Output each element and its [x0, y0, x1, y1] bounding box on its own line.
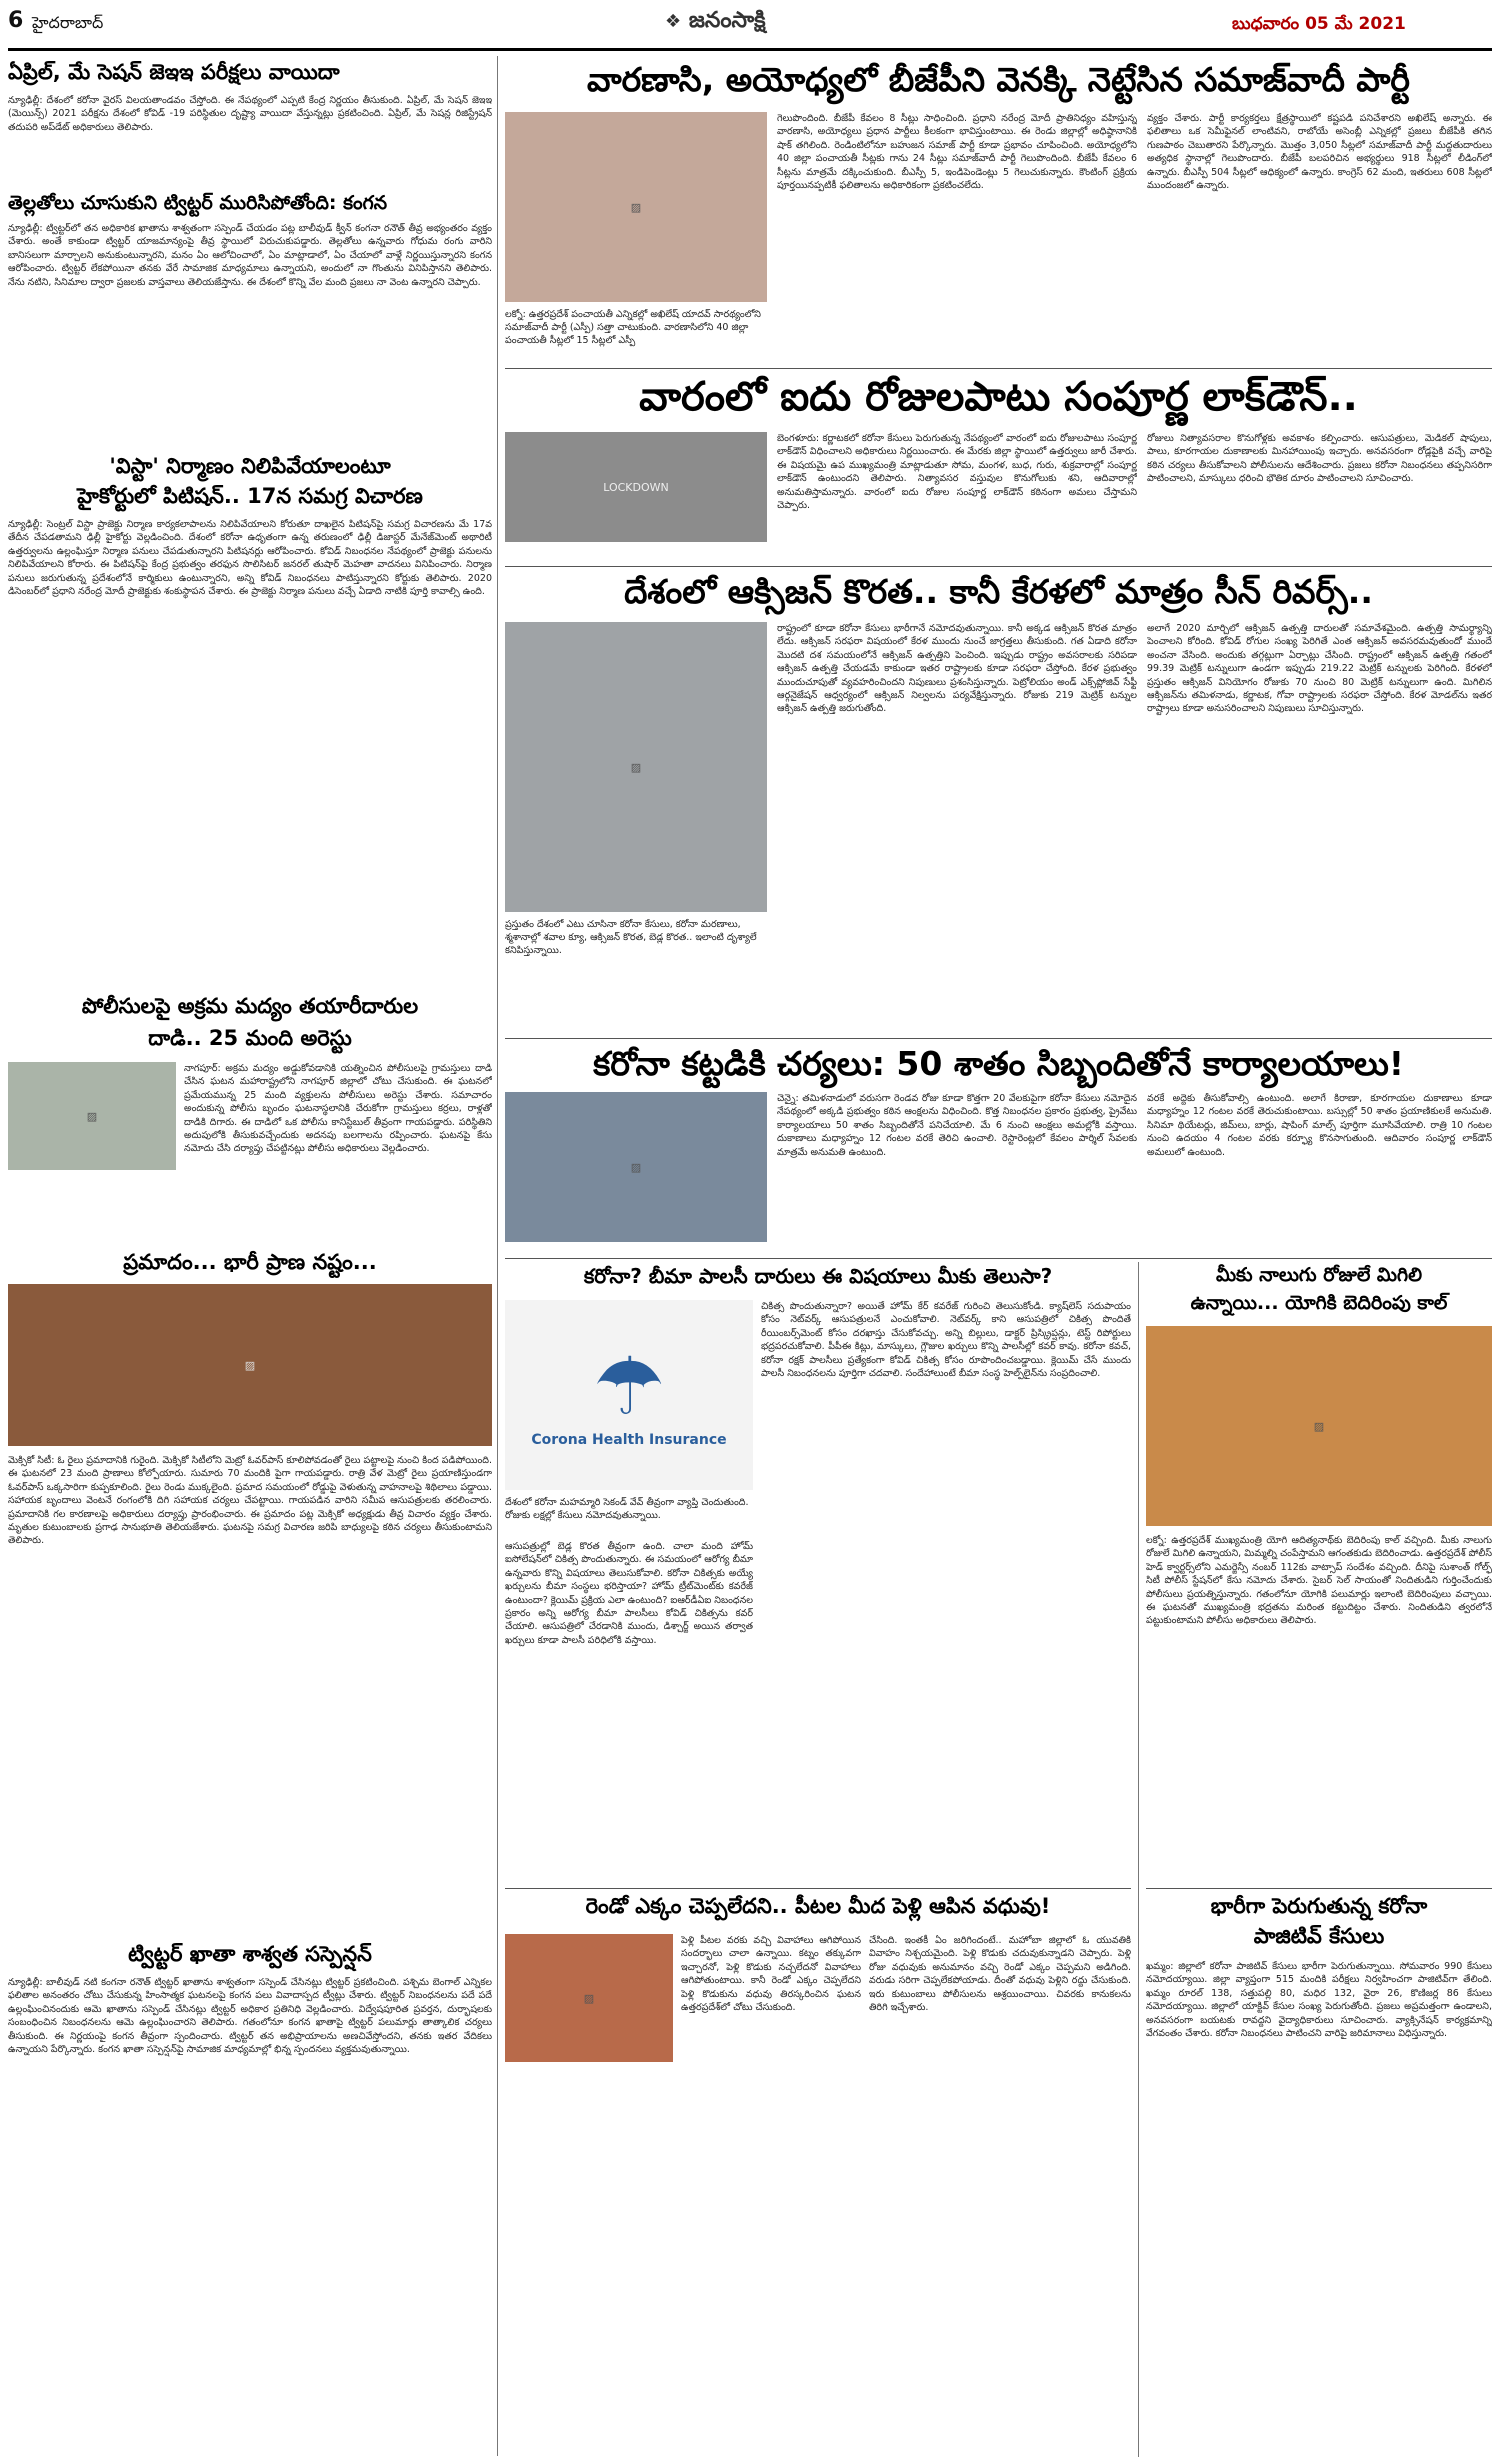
article-body: న్యూఢిల్లీ: సెంట్రల్‌ విస్టా ప్రాజెక్టు నిర్మాణ కార్యకలాపాలను నిలిపివేయాలని కోరుతూ దాఖలైన పిటిషన్‌పై సమగ్ర విచారణను మే 17వ తేదీన చేపడతామని ఢిల్లీ హైకోర్టు వెల్లడించింది. దేశంలో కరోనా ఉధృతంగా ఉన్న తరుణంలో ఢిల్లీ డిజాస్టర్‌ మేనేజ్‌మెంట్‌ అథారిటీ ఉత్తర్వులను ఉల్లంఘిస్తూ నిర్మాణ పనులు చేపడుతున్నారని పిటిషనర్లు ఆరోపించారు. కోవిడ్‌ నిబంధనల నేపథ్యంలో ప్రాజెక్టు పనులను నిలిపివేయాలని కోరారు. ఈ పిటిషన్‌పై కేంద్ర ప్రభుత్వం తరఫున సొలిసిటర్‌ జనరల్‌ తుషార్‌ మెహతా వాదనలు వినిపించారు. నిర్మాణ పనులు జరుగుతున్న ప్రదేశంలోనే కార్మికులు ఉంటున్నారని, అన్ని కోవిడ్‌ నిబంధనలు పాటిస్తున్నారని కోర్టుకు తెలిపారు. 2020 డిసెంబర్‌లో ప్రధాని నరేంద్ర మోదీ ప్రాజెక్టుకు శంకుస్థాపన చేశారు. ఈ ప్రాజెక్టు నిర్మాణ పనులు వచ్చే ఏడాది నాటికి పూర్తి కావాల్సి ఉంది.	[8, 519, 492, 598]
article-title: ఏప్రిల్‌, మే సెషన్‌ జెఇఇ పరీక్షలు వాయిదా	[8, 60, 340, 84]
story-headline: దేశంలో ఆక్సిజన్‌ కొరత.. కానీ కేరళలో మాత్రం సీన్‌ రివర్స్‌..	[624, 572, 1373, 611]
masthead-logo	[665, 8, 766, 38]
story-body: చేసింది. ఇంతకీ ఏం జరిగిందంటే.. మహోబా జిల్లాలో ఓ యువతికి వివాహం నిశ్చయమైంది. పెళ్లి కొడుకు చదువుకున్నాడని చెప్పారు. పెళ్లి రోజు వధువుకు అనుమానం వచ్చి రెండో ఎక్కం చెప్పమని అడిగింది. వరుడు సరిగా చెప్పలేకపోయాడు. దీంతో వధువు పెళ్లిని రద్దు చేసుకుంది. ఇరు కుటుంబాలు పోలీసులను ఆశ్రయించాయి. చివరకు కానుకలను తిరిగి ఇచ్చేశారు.	[869, 1935, 1131, 2014]
story-headline: వారంలో ఐదు రోజులపాటు సంపూర్ణ లాక్‌డౌన్‌..	[639, 374, 1358, 420]
story-headline: కరోనా కట్టడికి చర్యలు: 50 శాతం సిబ్బందితోనే కార్యాలయాలు!	[593, 1044, 1404, 1083]
story-yogi	[1146, 1264, 1492, 1884]
article-title: ప్రమాదం... భారీ ప్రాణ నష్టం...	[123, 1250, 377, 1274]
story-insurance	[505, 1264, 1131, 1884]
politician-photo: ▨	[505, 112, 767, 302]
story-body: బెంగళూరు: కర్ణాటకలో కరోనా కేసులు పెరుగుతున్న నేపథ్యంలో వారంలో ఐదు రోజులపాటు సంపూర్ణ లాక్‌డౌన్‌ విధించాలని అధికారులు నిర్ణయించారు. ఈ మేరకు జిల్లా స్థాయిలో ఉత్తర్వులు జారీ చేశారు. ఈ విషయమై ఉప ముఖ్యమంత్రి మాట్లాడుతూ సోమ, మంగళ, బుధ, గురు, శుక్రవారాల్లో సంపూర్ణ లాక్‌డౌన్‌ ఉంటుందని తెలిపారు. నిత్యావసర వస్తువుల కొనుగోలుకు శని, ఆదివారాల్లో అనుమతిస్తామన్నారు. వారంలో ఐదు రోజుల సంపూర్ణ లాక్‌డౌన్‌ కఠినంగా అమలు చేస్తామని చెప్పారు.	[777, 433, 1137, 512]
story-headline: కరోనా? బీమా పాలసీ దారులు ఈ విషయాలు మీకు తెలుసా?	[583, 1264, 1053, 1288]
article-body: న్యూఢిల్లీ: బాలీవుడ్‌ నటి కంగనా రనౌత్‌ ట్విట్టర్‌ ఖాతాను శాశ్వతంగా సస్పెండ్‌ చేసినట్లు ట్విట్టర్‌ ప్రకటించింది. పశ్చిమ బెంగాల్‌ ఎన్నికల ఫలితాల అనంతరం చోటు చేసుకున్న హింసాత్మక ఘటనలపై కంగన పలు వివాదాస్పద ట్వీట్లు చేశారు. ట్విట్టర్‌ నిబంధనలను పదే పదే ఉల్లంఘించినందుకు ఆమె ఖాతాను సస్పెండ్‌ చేసినట్లు ట్విట్టర్‌ అధికార ప్రతినిధి వెల్లడించారు. విద్వేషపూరిత ప్రవర్తన, దుర్భాషలకు సంబంధించిన నిబంధనలను ఆమె ఉల్లంఘించారని తెలిపారు. గతంలోనూ కంగన ఖాతాపై ట్విట్టర్‌ పలుమార్లు తాత్కాలిక చర్యలు తీసుకుంది. ఈ నిర్ణయంపై కంగన తీవ్రంగా స్పందించారు. ట్విట్టర్‌ తన అభిప్రాయాలను అణచివేస్తోందని, తనకు ఇతర వేదికలు ఉన్నాయని పేర్కొన్నారు. కంగన ఖాతా సస్పెన్షన్‌పై సామాజిక మాధ్యమాల్లో భిన్న స్పందనలు వ్యక్తమవుతున్నాయి.	[8, 1977, 492, 2056]
lockdown-photo: LOCKDOWN	[505, 432, 767, 542]
article-body: న్యూఢిల్లీ: దేశంలో కరోనా వైరస్‌ విలయతాండవం చేస్తోంది. ఈ నేపథ్యంలో ఎప్పటి కేంద్ర నిర్ణయం తీసుకుంది. ఏప్రిల్‌, మే సెషన్‌ జెఇఇ (మెయిన్స్‌) 2021 పరీక్షను దేశంలో కోవిడ్‌ -19 పరిస్థితుల దృష్ట్యా వాయిదా వేస్తున్నట్లు ప్రకటించింది. ఏప్రిల్‌, మే సెషన్ల రిజిస్ట్రేషన్ తదుపరి అప్‌డేట్‌ అధికారులు తెలిపారు.	[8, 95, 492, 133]
article-title: హైకోర్టులో పిటిషన్‌.. 17న సమగ్ర విచారణ	[77, 484, 423, 508]
page-number: 6	[8, 8, 24, 33]
story-oxygen	[505, 572, 1492, 1042]
news-photo: ▨	[8, 1062, 176, 1170]
masthead-date: బుధవారం 05 మే 2021	[1232, 14, 1406, 34]
wedding-photo: ▨	[505, 1934, 673, 2062]
accident-photo: ▨	[8, 1284, 492, 1446]
section-divider	[505, 1888, 1131, 1889]
story-positive-cases	[1146, 1894, 1492, 2454]
city-label: హైదరాబాద్	[32, 13, 104, 32]
article-title: 'విస్టా' నిర్మాణం నిలిపివేయాలంటూ	[109, 454, 391, 478]
section-divider	[505, 1258, 1492, 1259]
photo-caption: ప్రస్తుతం దేశంలో ఎటు చూసినా కరోనా కేసులు, కరోనా మరణాలు, శ్మశానాల్లో శవాల క్యూ, ఆక్సిజన్‌ కొరత, బెడ్ల కొరత.. ఇలాంటి దృశ్యాలే కనిపిస్తున్నాయి.	[505, 919, 757, 956]
story-body: వ్యక్తం చేశారు. పార్టీ కార్యకర్తలు క్షేత్రస్థాయిలో కష్టపడి పనిచేశారని అఖిలేష్‌ అన్నారు. ఈ ఫలితాలు ఒక సెమీఫైనల్‌ లాంటివని, రాబోయే అసెంబ్లీ ఎన్నికల్లో ప్రజలు బీజేపీకి తగిన గుణపాఠం చెబుతారని పేర్కొన్నారు. మొత్తం 3,050 సీట్లలో సమాజ్‌వాదీ పార్టీ మద్దతుదారులు అత్యధిక స్థానాల్లో గెలుపొందారు. బీజేపీ బలపరిచిన అభ్యర్థులు 918 సీట్లలో లీడింగ్‌లో ఉన్నారు. బీఎస్పీ 504 సీట్లలో ఆధిక్యంలో ఉన్నారు. కాంగ్రెస్‌ 62 మంది, ఇతరులు 608 సీట్లలో ముందంజలో ఉన్నారు.	[1147, 113, 1492, 192]
story-body: రాష్ట్రంలో కూడా కరోనా కేసులు భారీగానే నమోదవుతున్నాయి. కానీ అక్కడ ఆక్సిజన్‌ కొరత మాత్రం లేదు. ఆక్సిజన్‌ సరఫరా విషయంలో కేరళ ముందు నుంచే జాగ్రత్తలు తీసుకుంది. గత ఏడాది కరోనా మొదటి దశ సమయంలోనే ఆక్సిజన్‌ ఉత్పత్తిని పెంచింది. ఇప్పుడు రాష్ట్రం అవసరాలకు సరిపడా ఆక్సిజన్‌ ఉత్పత్తి చేయడమే కాకుండా ఇతర రాష్ట్రాలకు కూడా సరఫరా చేస్తోంది. కేరళ ప్రభుత్వం ముందుచూపుతో వ్యవహరించిందని నిపుణులు ప్రశంసిస్తున్నారు. పెట్రోలియం అండ్‌ ఎక్స్‌ప్లోజివ్‌ సేఫ్టీ ఆర్గనైజేషన్‌ ఆధ్వర్యంలో ఆక్సిజన్‌ నిల్వలను పర్యవేక్షిస్తున్నారు. రోజుకు 219 మెట్రిక్‌ టన్నుల ఆక్సిజన్‌ ఉత్పత్తి జరుగుతోంది.	[777, 623, 1137, 715]
story-body: చికిత్స పొందుతున్నారా? అయితే హోమ్‌ కేర్‌ కవరేజ్‌ గురించి తెలుసుకోండి. క్యాష్‌లెస్‌ సదుపాయం కోసం నెట్‌వర్క్‌ ఆసుపత్రులనే ఎంచుకోవాలి. నెట్‌వర్క్‌ కాని ఆసుపత్రిలో చికిత్స పొందితే రీయింబర్స్‌మెంట్‌ కోసం దరఖాస్తు చేసుకోవచ్చు. అన్ని బిల్లులు, డాక్టర్‌ ప్రిస్క్రిప్షన్లు, టెస్ట్‌ రిపోర్టులు భద్రపరచుకోవాలి. పీపీఈ కిట్లు, మాస్కులు, గ్లౌజుల ఖర్చులు కొన్ని పాలసీల్లో కవర్‌ కావు. కరోనా కవచ్‌, కరోనా రక్షక్‌ పాలసీలు ప్రత్యేకంగా కోవిడ్‌ చికిత్స కోసం రూపొందించబడ్డాయి. క్లెయిమ్‌ చేసే ముందు పాలసీ నిబంధనలను పూర్తిగా చదవాలి. సందేహాలుంటే బీమా సంస్థ హెల్ప్‌లైన్‌ను సంప్రదించాలి.	[761, 1301, 1131, 1380]
article-title: తెల్లతోలు చూసుకుని ట్విట్టర్‌ మురిసిపోతోంది: కంగన	[8, 192, 388, 214]
masthead	[0, 0, 1500, 60]
story-body: పెళ్లి పీటల వరకు వచ్చి వివాహాలు ఆగిపోయిన సందర్భాలు చాలా ఉన్నాయి. కట్నం తక్కువగా ఇచ్చారనో, పెళ్లి కొడుకు నచ్చలేదనో వివాహాలు ఆగిపోతుంటాయి. కానీ రెండో ఎక్కం చెప్పలేదని పెళ్లి కొడుకును వధువు తిరస్కరించిన ఘటన ఉత్తరప్రదేశ్‌లో చోటు చేసుకుంది.	[681, 1935, 861, 2014]
photo-caption: లక్నో: ఉత్తరప్రదేశ్‌ పంచాయతీ ఎన్నికల్లో అఖిలేష్‌ యాదవ్‌ సారథ్యంలోని సమాజ్‌వాదీ పార్టీ (ఎస్పీ) సత్తా చాటుకుంది. వారణాసిలోని 40 జిల్లా పంచాయతీ సీట్లలో 15 సీట్లలో ఎస్పీ	[505, 309, 761, 346]
story-headline: పాజిటివ్‌ కేసులు	[1253, 1924, 1385, 1948]
story-headline: మీకు నాలుగు రోజులే మిగిలి	[1215, 1264, 1423, 1286]
article-title: పోలీసులపై అక్రమ మద్యం తయారీదారుల	[81, 994, 419, 1018]
column-divider	[1138, 1262, 1139, 2457]
article-body: నాగపూర్‌: అక్రమ మద్యం అడ్డుకోవడానికి యత్నించిన పోలీసులపై గ్రామస్తులు దాడి చేసిన ఘటన మహారాష్ట్రలోని నాగపూర్‌ జిల్లాలో చోటు చేసుకుంది. ఈ ఘటనలో ప్రమేయమున్న 25 మంది వ్యక్తులను పోలీసులు అరెస్టు చేశారు. సమాచారం అందుకున్న పోలీసు బృందం ఘటనాస్థలానికి చేరుకోగా గ్రామస్తులు కర్రలు, రాళ్లతో దాడికి దిగారు. ఈ దాడిలో ఒక పోలీసు కానిస్టేబుల్‌ తీవ్రంగా గాయపడ్డారు. పరిస్థితిని అదుపులోకి తీసుకువచ్చేందుకు అదనపు బలగాలను రప్పించారు. ఘటనపై కేసు నమోదు చేసి దర్యాప్తు చేపట్టినట్లు పోలీసు అధికారులు వెల్లడించారు.	[184, 1063, 492, 1155]
story-body: వరకే అద్దెకు తీసుకోవాల్సి ఉంటుంది. అలాగే కిరాణా, కూరగాయల దుకాణాలు కూడా మధ్యాహ్నం 12 గంటల వరకే తెరుచుకుంటాయి. బస్సుల్లో 50 శాతం ప్రయాణికులకే అనుమతి. సినిమా థియేటర్లు, జిమ్‌లు, బార్లు, షాపింగ్‌ మాల్స్‌ పూర్తిగా మూసివేయాలి. రాత్రి 10 గంటల నుంచి ఉదయం 4 గంటల వరకు కర్ఫ్యూ కొనసాగుతుంది. ఆదివారం సంపూర్ణ లాక్‌డౌన్‌ అమలులో ఉంటుంది.	[1147, 1093, 1492, 1158]
oxygen-cylinder-photo: ▨	[505, 622, 767, 912]
logo-text: జనంసాక్షి	[688, 8, 766, 33]
umbrella-icon: ☂	[593, 1340, 665, 1433]
story-body: లక్నో: ఉత్తరప్రదేశ్‌ ముఖ్యమంత్రి యోగి ఆదిత్యనాథ్‌కు బెదిరింపు కాల్‌ వచ్చింది. మీకు నాలుగు రోజులే మిగిలి ఉన్నాయని, మిమ్మల్ని చంపేస్తామని ఆగంతకుడు బెదిరించాడు. ఉత్తరప్రదేశ్‌ పోలీస్‌ హెడ్‌ క్వార్టర్స్‌లోని ఎమర్జెన్సీ నంబర్‌ 112కు వాట్సాప్‌ సందేశం వచ్చింది. దీనిపై సుశాంత్‌ గోల్ఫ్‌ సిటీ పోలీస్‌ స్టేషన్‌లో కేసు నమోదు చేశారు. సైబర్‌ సెల్‌ సాయంతో నిందితుడిని గుర్తించేందుకు పోలీసులు ప్రయత్నిస్తున్నారు. గతంలోనూ యోగికి పలుమార్లు ఇలాంటి బెదిరింపులు వచ్చాయి. ఈ ఘటనతో ముఖ్యమంత్రి భద్రతను మరింత కట్టుదిట్టం చేశారు. నిందితుడిని త్వరలోనే పట్టుకుంటామని పోలీసు అధికారులు తెలిపారు.	[1146, 1535, 1492, 1627]
section-divider	[505, 368, 1492, 369]
column-divider	[497, 56, 498, 2456]
story-headline: రెండో ఎక్కం చెప్పలేదని.. పీటల మీద పెళ్లి ఆపిన వధువు!	[585, 1894, 1051, 1918]
section-divider	[505, 566, 1492, 567]
story-body: రోజులు నిత్యావసరాల కొనుగోళ్లకు అవకాశం కల్పించారు. ఆసుపత్రులు, మెడికల్‌ షాపులు, పాలు, కూరగాయల దుకాణాలకు మినహాయింపు ఇచ్చారు. అనవసరంగా రోడ్లపైకి వచ్చే వారిపై కఠిన చర్యలు తీసుకోవాలని పోలీసులను ఆదేశించారు. ప్రజలు కరోనా నిబంధనలు తప్పనిసరిగా పాటించాలని, మాస్కులు ధరించి భౌతిక దూరం పాటించాలని సూచించారు.	[1147, 433, 1492, 485]
graphic-text: Corona Health Insurance	[531, 1432, 727, 1448]
article-title: దాడి.. 25 మంది అరెస్టు	[148, 1026, 352, 1050]
article-body: మెక్సికో సిటీ: ఓ రైలు ప్రమాదానికి గురైంది. మెక్సికో సిటీలోని మెట్రో ఓవర్‌పాస్‌ కూలిపోవడంతో రైలు పట్టాలపై నుంచి కింద పడిపోయింది. ఈ ఘటనలో 23 మంది ప్రాణాలు కోల్పోయారు. సుమారు 70 మందికి పైగా గాయపడ్డారు. రాత్రి వేళ మెట్రో రైలు ప్రయాణిస్తుండగా ఓవర్‌పాస్‌ ఒక్కసారిగా కుప్పకూలింది. రైలు రెండు ముక్కలైంది. ప్రమాద సమయంలో రోడ్డుపై వెళుతున్న వాహనాలపై శిథిలాలు పడ్డాయి. సహాయక బృందాలు వెంటనే రంగంలోకి దిగి సహాయక చర్యలు చేపట్టాయి. గాయపడిన వారిని సమీప ఆసుపత్రులకు తరలించారు. ప్రమాదానికి గల కారణాలపై అధికారులు దర్యాప్తు ప్రారంభించారు. ఈ ప్రమాదం పట్ల మెక్సికో అధ్యక్షుడు తీవ్ర విచారం వ్యక్తం చేశారు. మృతుల కుటుంబాలకు ప్రగాఢ సానుభూతి తెలియజేశారు. ఘటనపై సమగ్ర విచారణ జరిపి బాధ్యులపై కఠిన చర్యలు తీసుకుంటామని తెలిపారు.	[8, 1455, 492, 1547]
article-title: ట్విట్టర్‌ ఖాతా శాశ్వత సస్పెన్షన్‌	[128, 1942, 372, 1966]
story-body: ఆసుపత్రుల్లో బెడ్ల కొరత తీవ్రంగా ఉంది. చాలా మంది హోమ్‌ ఐసోలేషన్‌లో చికిత్స పొందుతున్నారు. ఈ సమయంలో ఆరోగ్య బీమా ఉన్నవారు కొన్ని విషయాలు తెలుసుకోవాలి. కరోనా చికిత్సకు అయ్యే ఖర్చులను బీమా సంస్థలు భరిస్తాయా? హోమ్‌ ట్రీట్‌మెంట్‌కు కవరేజ్‌ ఉంటుందా? క్లెయిమ్‌ ప్రక్రియ ఎలా ఉంటుంది? ఐఆర్‌డీఏఐ నిబంధనల ప్రకారం అన్ని ఆరోగ్య బీమా పాలసీలు కోవిడ్‌ చికిత్సను కవర్‌ చేయాలి. ఆసుపత్రిలో చేరడానికి ముందు, డిశ్చార్జ్‌ అయిన తర్వాత ఖర్చులు కూడా పాలసీ పరిధిలోకి వస్తాయి.	[505, 1541, 753, 1646]
section-divider	[1146, 1888, 1492, 1889]
masthead-rule	[8, 48, 1492, 51]
story-headline: భారీగా పెరుగుతున్న కరోనా	[1210, 1894, 1428, 1918]
story-body: చెన్నై: తమిళనాడులో వరుసగా రెండవ రోజు కూడా కొత్తగా 20 వేలకుపైగా కరోనా కేసులు నమోదైన నేపథ్యంలో అక్కడి ప్రభుత్వం కఠిన ఆంక్షలను విధించింది. కొత్త నిబంధనల ప్రకారం ప్రభుత్వ, ప్రైవేటు కార్యాలయాలు 50 శాతం సిబ్బందితోనే పనిచేయాలి. మే 6 నుంచి ఆంక్షలు అమల్లోకి వస్తాయి. దుకాణాలు మధ్యాహ్నం 12 గంటల వరకే తెరిచి ఉంచాలి. రెస్టారెంట్లలో కేవలం పార్శిల్‌ సేవలకు మాత్రమే అనుమతి ఉంటుంది.	[777, 1093, 1137, 1158]
story-bride	[505, 1894, 1131, 2454]
section-divider	[505, 1038, 1492, 1039]
story-body: ఖమ్మం: జిల్లాలో కరోనా పాజిటివ్‌ కేసులు భారీగా పెరుగుతున్నాయి. సోమవారం 990 కేసులు నమోదయ్యాయి. జిల్లా వ్యాప్తంగా 515 మందికి పరీక్షలు నిర్వహించగా పాజిటివ్‌గా తేలింది. ఖమ్మం రూరల్‌ 138, సత్తుపల్లి 80, మధిర 132, వైరా 26, కొణిజర్ల 86 కేసులు నమోదయ్యాయి. జిల్లాలో యాక్టివ్‌ కేసుల సంఖ్య పెరుగుతోంది. ప్రజలు అప్రమత్తంగా ఉండాలని, అనవసరంగా బయటకు రావద్దని వైద్యాధికారులు సూచించారు. వ్యాక్సినేషన్‌ కార్యక్రమాన్ని వేగవంతం చేశారు. కరోనా నిబంధనలు పాటించని వారిపై జరిమానాలు విధిస్తున్నారు.	[1146, 1961, 1492, 2040]
story-body: గెలుపొందింది. బీజేపీ కేవలం 8 సీట్లు సాధించింది. ప్రధాని నరేంద్ర మోదీ ప్రాతినిధ్యం వహిస్తున్న వారణాసి, అయోధ్యలు ప్రధాన పార్టీలు కీలకంగా భావిస్తుంటాయి. ఈ రెండు జిల్లాల్లో అధిష్ఠానానికి షాక్‌ తగిలింది. రెండింటిలోనూ బహుజన సమాజ్‌ పార్టీ కూడా ప్రభావం చూపించింది. అయోధ్యలోని 40 జిల్లా పంచాయతీ సీట్లకు గాను 24 సీట్లు సమాజ్‌వాదీ పార్టీ గెలుపొందింది. బీజేపీ కేవలం 6 సీట్లను మాత్రమే దక్కించుకుంది. బీఎస్పీ 5, ఇండిపెండెంట్లు 5 గెలుచుకున్నారు. కౌంటింగ్‌ ప్రక్రియ పూర్తయినప్పటికీ ఫలితాలను అధికారికంగా ప్రకటించలేదు.	[777, 113, 1137, 192]
logo-icon: ❖	[665, 11, 682, 32]
story-headline: ఉన్నాయి... యోగికి బెదిరింపు కాల్‌	[1190, 1292, 1448, 1314]
insurance-graphic	[505, 1300, 753, 1490]
yogi-photo: ▨	[1146, 1326, 1492, 1526]
story-headline: వారణాసి, అయోధ్యలో బీజేపీని వెనక్కి నెట్టేసిన సమాజ్‌వాదీ పార్టీ	[586, 60, 1410, 99]
photo-caption: దేశంలో కరోనా మహమ్మారి సెకండ్‌ వేవ్‌ తీవ్రంగా వ్యాప్తి చెందుతుంది. రోజుకు లక్షల్లో కేసులు నమోదవుతున్నాయి.	[505, 1497, 749, 1521]
covid-testing-photo: ▨	[505, 1092, 767, 1242]
left-column	[8, 60, 492, 2455]
article-body: న్యూఢిల్లీ: ట్విట్టర్‌లో తన అధికారిక ఖాతాను శాశ్వతంగా సస్పెండ్‌ చేయడం పట్ల బాలీవుడ్‌ క్వీన్‌ కంగనా రనౌత్‌ తీవ్ర అభ్యంతరం వ్యక్తం చేశారు. అంతే కాకుండా ట్విట్టర్‌ యాజమాన్యంపై తీవ్ర స్థాయిలో విరుచుకుపడ్డారు. తెల్లతోలు ఉన్నవారు గోధుమ రంగు వారిని బానిసలుగా మార్చాలని అనుకుంటున్నారని, మనం ఏం ఆలోచించాలో, ఏం మాట్లాడాలో, ఏం చేయాలో వాళ్లే నిర్ణయిస్తున్నారని కంగన ఆరోపించారు. ట్విట్టర్‌ లేకపోయినా తనకు వేరే సామాజిక మాధ్యమాలు ఉన్నాయని, అందులో నా గొంతును వినిపిస్తానని తెలిపారు. నేను నటిని, సినిమాల ద్వారా ప్రజలకు వాస్తవాలు తెలియజేస్తాను. ఈ దేశంలో కొన్ని వేల మంది ప్రజలు నా వెంట ఉన్నారని చెప్పారు.	[8, 223, 492, 288]
story-body: అలాగే 2020 మార్చిలో ఆక్సిజన్‌ ఉత్పత్తి దారులతో సమావేశమైంది. ఉత్పత్తి సామర్థ్యాన్ని పెంచాలని కోరింది. కోవిడ్‌ రోగుల సంఖ్య పెరిగితే ఎంత ఆక్సిజన్‌ అవసరమవుతుందో ముందే అంచనా వేసింది. అందుకు తగ్గట్లుగా ఏర్పాట్లు చేసింది. రాష్ట్రంలో ఆక్సిజన్‌ ఉత్పత్తి గతంలో 99.39 మెట్రిక్‌ టన్నులుగా ఉండగా ఇప్పుడు 219.22 మెట్రిక్‌ టన్నులకు పెరిగింది. కేరళలో ప్రస్తుతం ఆక్సిజన్‌ వినియోగం రోజుకు 70 నుంచి 80 మెట్రిక్‌ టన్నులుగా ఉంది. మిగిలిన ఆక్సిజన్‌ను తమిళనాడు, కర్ణాటక, గోవా రాష్ట్రాలకు సరఫరా చేస్తోంది. కేరళ మోడల్‌ను ఇతర రాష్ట్రాలు కూడా అనుసరించాలని నిపుణులు సూచిస్తున్నారు.	[1147, 623, 1492, 715]
